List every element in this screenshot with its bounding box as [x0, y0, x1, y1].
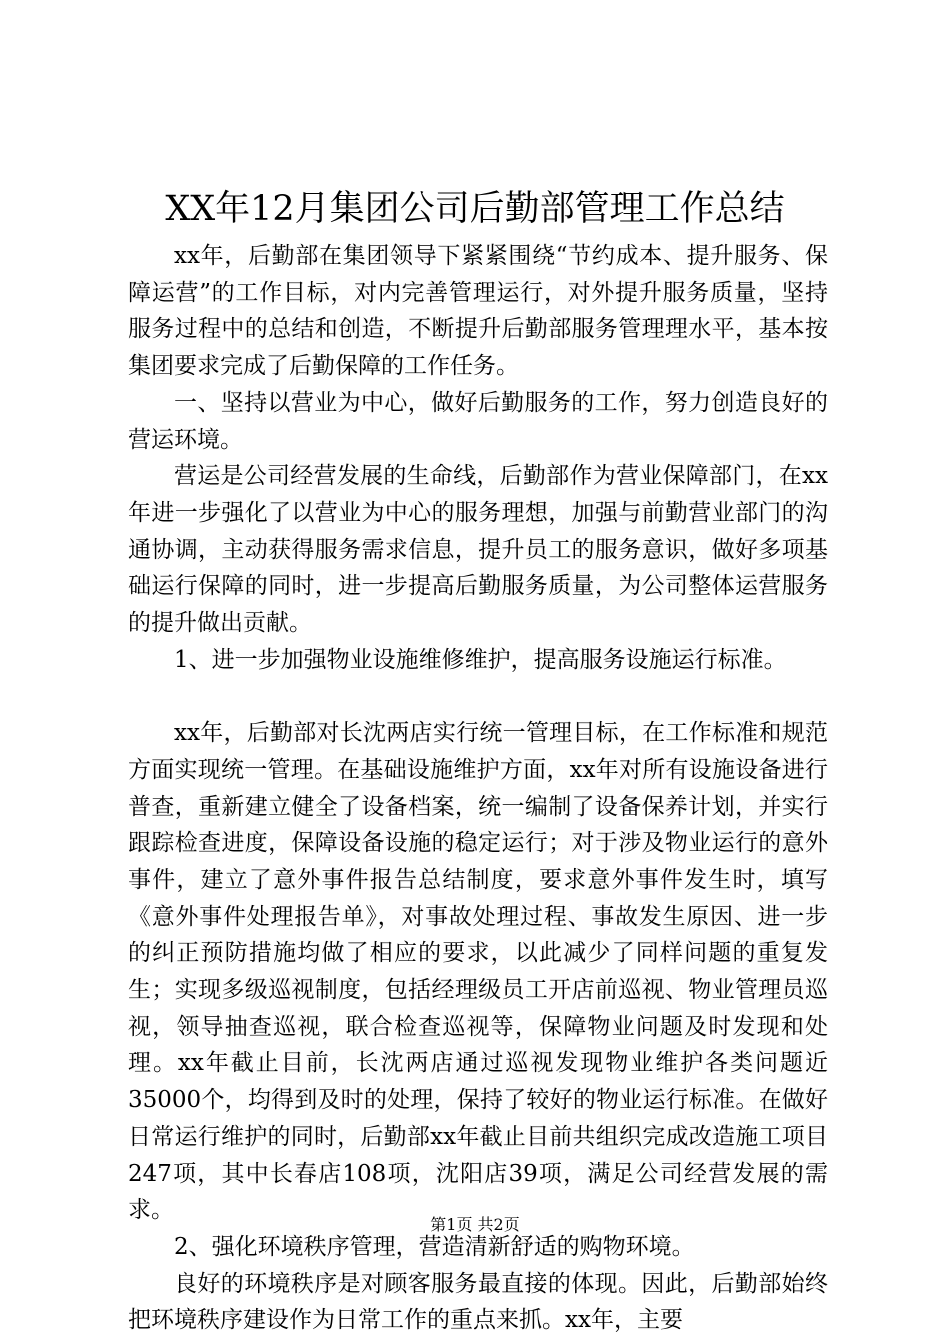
document-body [128, 238, 828, 1339]
paragraph-facilities: xx年，后勤部对长沈两店实行统一管理目标，在工作标准和规范方面实现统一管理。在基础设施维护方面，xx年对所有设施设备进行普查，重新建立健全了设备档案，统一编制了设备保养计划，并实行跟踪检查进度，保障设备设施的稳定运行；对于涉及物业运行的意外事件，建立了意外事件报告总结制度，要求意外事件发生时，填写《意外事件处理报告单》，对事故处理过程、事故发生原因、进一步的纠正预防措施均做了相应的要求，以此减少了同样问题的重复发生；实现多级巡视制度，包括经理级员工开店前巡视、物业管理员巡视，领导抽查巡视，联合检查巡视等，保障物业问题及时发现和处理。xx年截止目前，长沈两店通过巡视发现物业维护各类问题近35000个，均得到及时的处理，保持了较好的物业运行标准。在做好日常运行维护的同时，后勤部xx年截止目前共组织完成改造施工项目247项，其中长春店108项，沈阳店39项，满足公司经营发展的需求。 [128, 720, 828, 1224]
document-title: XX年12月集团公司后勤部管理工作总结 [165, 189, 785, 229]
paragraph-intro: xx年，后勤部在集团领导下紧紧围绕“节约成本、提升服务、保障运营”的工作目标，对内完善管理运行，对外提升服务质量，坚持服务过程中的总结和创造，不断提升后勤部服务管理理水平，基本按集团要求完成了后勤保障的工作任务。 [128, 243, 828, 380]
paragraph-operations: 营运是公司经营发展的生命线，后勤部作为营业保障部门，在xx年进一步强化了以营业为中心的服务理想，加强与前勤营业部门的沟通协调，主动获得服务需求信息，提升员工的服务意识，做好多项基础运行保障的同时，进一步提高后勤服务质量，为公司整体运营服务的提升做出贡献。 [128, 463, 828, 637]
subheading-1: 1、进一步加强物业设施维修维护，提高服务设施运行标准。 [174, 646, 787, 673]
subheading-2: 2、强化环境秩序管理，营造清新舒适的购物环境。 [174, 1233, 695, 1260]
paragraph-environment: 良好的环境秩序是对顾客服务最直接的体现。因此，后勤部始终把环境秩序建设作为日常工作的重点来抓。xx年，主要 [128, 1270, 828, 1334]
page-footer: 第1页 共2页 [430, 1215, 520, 1234]
section-heading-1: 一、坚持以营业为中心，做好后勤服务的工作，努力创造良好的营运环境。 [128, 389, 828, 453]
